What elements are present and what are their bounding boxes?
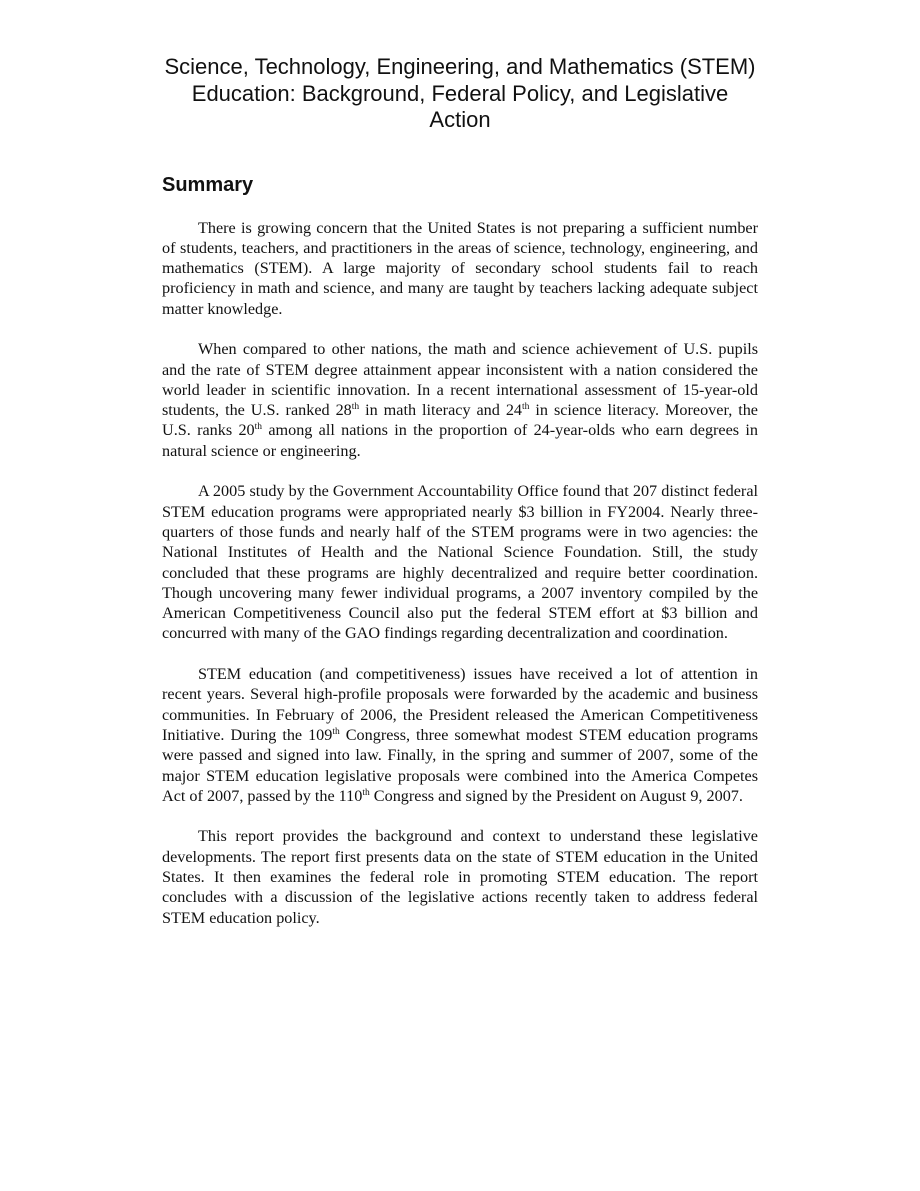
ordinal-suffix: th — [332, 726, 340, 737]
summary-heading: Summary — [162, 173, 254, 196]
paragraph-text: A 2005 study by the Government Accountability Office found that 207 distinct federal STEM education programs were appropriated nearly $3 billion in FY2004. Nearly three-quarters of those funds and nearly half of the STEM programs were in two agencies: the National Institutes of Health and the National Science Foundation. Still, the study concluded that these programs are highly decentralized and require better coordination. Though uncovering many fewer individual programs, a 2007 inventory compiled by the American Competitiveness Council also put the federal STEM effort at $3 billion and concurred with many of the GAO findings regarding decentralization and coordination. — [162, 482, 758, 643]
ordinal-suffix: th — [351, 402, 360, 413]
paragraph-text: in science literacy. Moreover, the U.S. ranks 20 — [162, 401, 758, 440]
summary-paragraph-3 — [162, 481, 758, 643]
paragraph-text: among all nations in the proportion of 24-year-olds who earn degrees in natural science or engineering. — [162, 421, 758, 460]
summary-paragraph-4 — [162, 664, 758, 806]
paragraph-text: Congress and signed by the President on August 9, 2007. — [369, 786, 743, 805]
paragraph-text: STEM education (and competitiveness) issues have received a lot of attention in recent years. Several high-profile proposals were forwarded by the academic and business communities. In February of 2006, the President released the American Competitiveness Initiative. During the 109 — [162, 665, 758, 744]
document-page — [162, 54, 758, 948]
ordinal-suffix: th — [362, 787, 370, 798]
summary-paragraph-2 — [162, 339, 758, 461]
ordinal-suffix: th — [254, 422, 263, 433]
document-title: Science, Technology, Engineering, and Mathematics (STEM) Education: Background, Federal Policy, and Legislative Action — [164, 54, 756, 132]
paragraph-text: Congress, three somewhat modest STEM education programs were passed and signed into law. Finally, in the spring and summer of 2007, some of the major STEM education legislative proposals were combined into the America Competes Act of 2007, passed by the 110 — [162, 725, 758, 805]
paragraph-text: There is growing concern that the United States is not preparing a sufficient number of students, teachers, and practitioners in the areas of science, technology, engineering, and mathematics (STEM). A large majority of secondary school students fail to reach proficiency in math and science, and many are taught by teachers lacking adequate subject matter knowledge. — [162, 218, 758, 318]
paragraph-text: When compared to other nations, the math and science achievement of U.S. pupils and the rate of STEM degree attainment appear inconsistent with a nation considered the world leader in scientific innovation. In a recent international assessment of 15-year-old students, the U.S. ranked 28 — [162, 340, 758, 420]
summary-paragraph-5 — [162, 826, 758, 927]
paragraph-text: in math literacy and 24 — [359, 401, 523, 420]
ordinal-suffix: th — [522, 402, 530, 413]
summary-paragraph-1 — [162, 218, 758, 319]
summary-body — [162, 218, 758, 928]
paragraph-text: This report provides the background and context to understand these legislative developments. The report first presents data on the state of STEM education in the United States. It then examines the federal role in promoting STEM education. The report concludes with a discussion of the legislative actions recently taken to address federal STEM education policy. — [162, 827, 758, 927]
